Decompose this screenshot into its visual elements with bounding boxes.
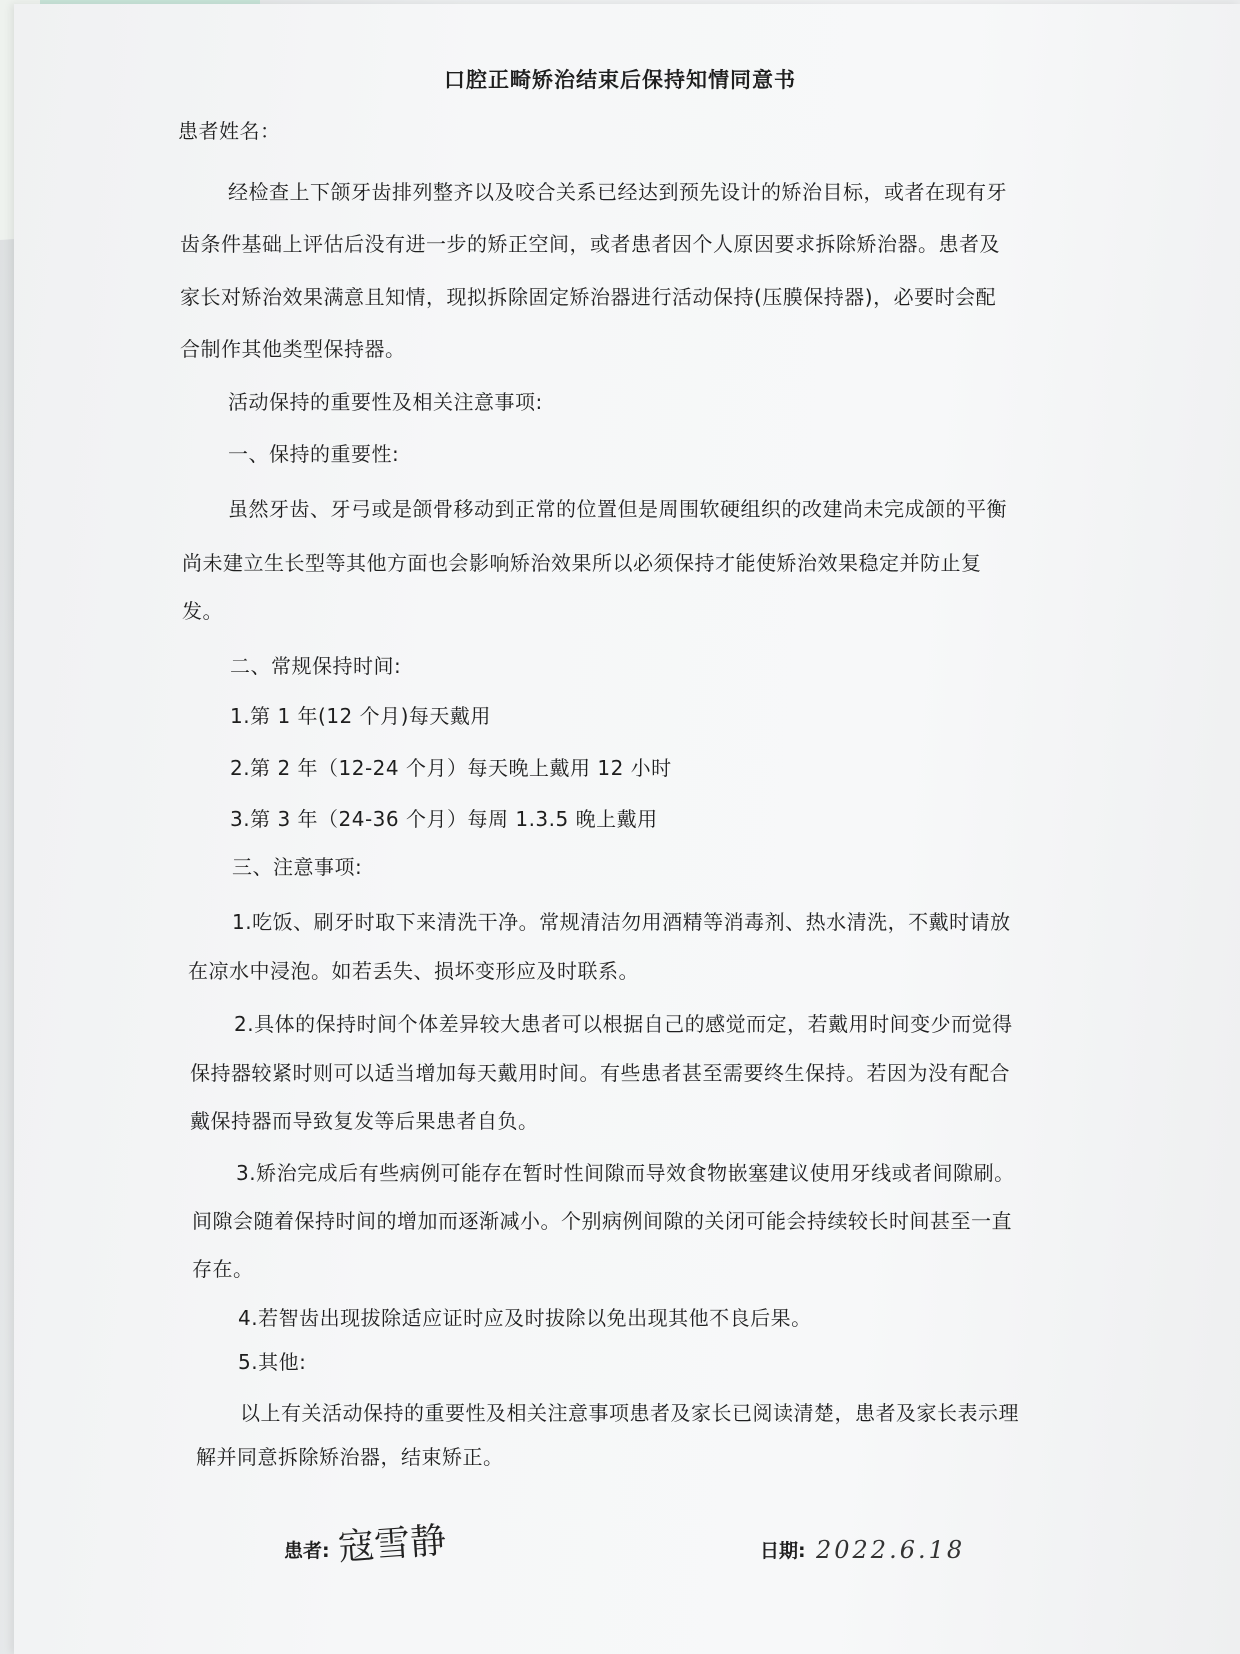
document-title: 口腔正畸矫治结束后保持知情同意书: [444, 68, 796, 92]
date-value: 2022.6.18: [816, 1536, 966, 1564]
section3-item-line: 在凉水中浸泡。如若丢失、损坏变形应及时联系。: [188, 959, 639, 983]
section3-item-line: 4.若智齿出现拔除适应证时应及时拔除以免出现其他不良后果。: [238, 1306, 812, 1330]
section2-item: 3.第 3 年（24-36 个月）每周 1.3.5 晚上戴用: [230, 807, 658, 831]
patient-signature: 寇雪静: [336, 1520, 448, 1569]
conclusion-line: 以上有关活动保持的重要性及相关注意事项患者及家长已阅读清楚，患者及家长表示理: [240, 1401, 1019, 1425]
intro-line: 家长对矫治效果满意且知情，现拟拆除固定矫治器进行活动保持(压膜保持器)，必要时会配: [180, 285, 997, 309]
section3-heading: 三、注意事项:: [232, 855, 363, 879]
section1-heading: 一、保持的重要性:: [228, 442, 400, 466]
intro-line: 合制作其他类型保持器。: [180, 337, 406, 361]
section3-item-line: 间隙会随着保持时间的增加而逐渐减小。个别病例间隙的关闭可能会持续较长时间甚至一直: [192, 1209, 1012, 1233]
section-intro: 活动保持的重要性及相关注意事项:: [228, 390, 543, 414]
section1-line: 发。: [182, 599, 223, 623]
section2-item: 1.第 1 年(12 个月)每天戴用: [230, 704, 491, 728]
section3-item-line: 5.其他:: [238, 1350, 307, 1374]
section3-item-line: 1.吃饭、刷牙时取下来清洗干净。常规清洁勿用酒精等消毒剂、热水清洗，不戴时请放: [232, 910, 1011, 934]
conclusion-line: 解并同意拆除矫治器，结束矫正。: [196, 1445, 504, 1469]
section1-line: 虽然牙齿、牙弓或是颌骨移动到正常的位置但是周围软硬组织的改建尚未完成颌的平衡: [228, 497, 1007, 521]
section3-item-line: 戴保持器而导致复发等后果患者自负。: [190, 1109, 539, 1133]
section3-item-line: 保持器较紧时则可以适当增加每天戴用时间。有些患者甚至需要终生保持。若因为没有配合: [190, 1061, 1010, 1085]
patient-name-label: 患者姓名：: [178, 119, 281, 143]
section2-item: 2.第 2 年（12-24 个月）每天晚上戴用 12 小时: [230, 756, 672, 780]
section2-heading: 二、常规保持时间:: [230, 654, 402, 678]
patient-signature-label: 患者:: [284, 1540, 330, 1562]
intro-line: 齿条件基础上评估后没有进一步的矫正空间，或者患者因个人原因要求拆除矫治器。患者及: [180, 232, 1000, 256]
section1-line: 尚未建立生长型等其他方面也会影响矫治效果所以必须保持才能使矫治效果稳定并防止复: [182, 551, 982, 575]
intro-line: 经检查上下颌牙齿排列整齐以及咬合关系已经达到预先设计的矫治目标，或者在现有牙: [228, 180, 1007, 204]
section3-item-line: 存在。: [192, 1257, 254, 1281]
section3-item-line: 3.矫治完成后有些病例可能存在暂时性间隙而导效食物嵌塞建议使用牙线或者间隙刷。: [236, 1161, 1015, 1185]
date-label: 日期:: [760, 1540, 806, 1562]
section3-item-line: 2.具体的保持时间个体差异较大患者可以根据自己的感觉而定，若戴用时间变少而觉得: [234, 1012, 1013, 1036]
